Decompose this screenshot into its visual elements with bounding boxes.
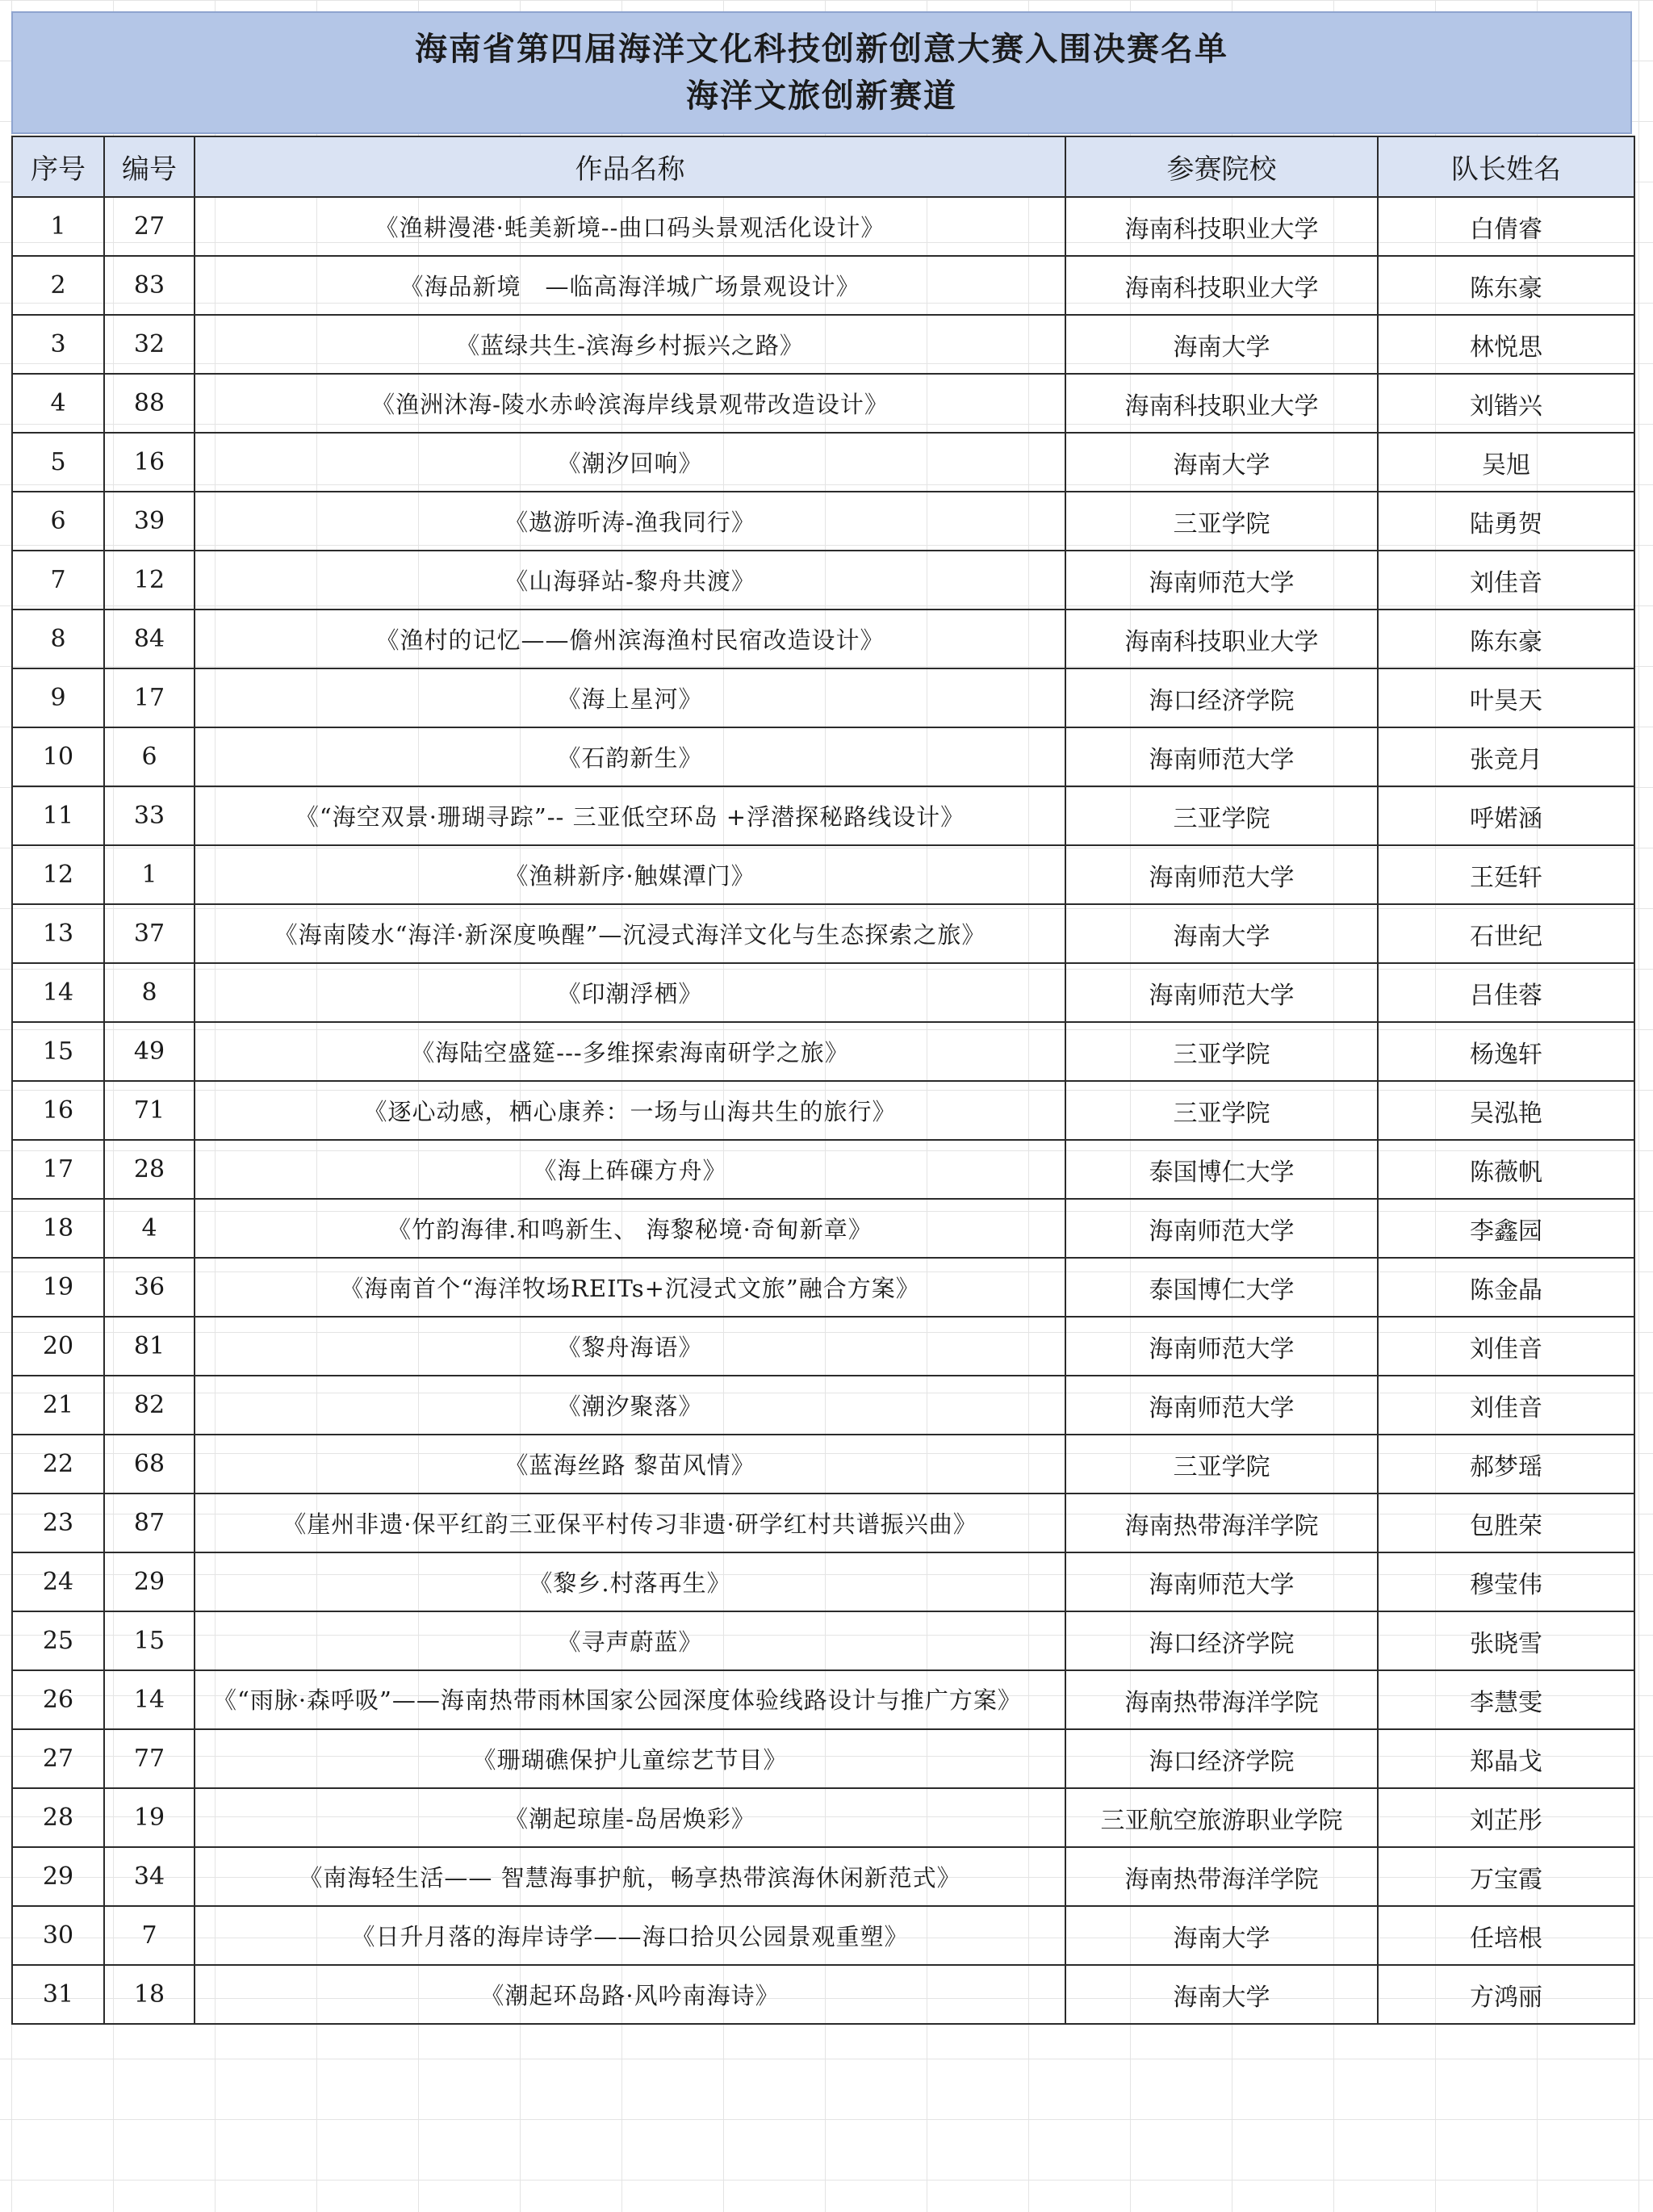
table-row (12, 1788, 1634, 1847)
row-school-cell: 海南科技职业大学 (1065, 256, 1378, 315)
row-leader-cell: 叶昊天 (1378, 668, 1634, 727)
row-school-cell: 海南热带海洋学院 (1065, 1494, 1378, 1552)
row-work-title-cell: 《渔耕漫港·蚝美新境--曲口码头景观活化设计》 (195, 197, 1065, 256)
table-row (12, 1729, 1634, 1788)
row-leader-cell: 张竞月 (1378, 727, 1634, 786)
row-work-title-cell: 《“海空双景·珊瑚寻踪”-- 三亚低空环岛 +浮潜探秘路线设计》 (195, 786, 1065, 845)
row-number-cell: 16 (104, 433, 195, 492)
row-leader-cell: 陈东豪 (1378, 256, 1634, 315)
row-number-cell: 49 (104, 1022, 195, 1081)
row-seq-cell: 9 (12, 668, 104, 727)
row-number-cell: 88 (104, 374, 195, 433)
row-school-cell: 三亚学院 (1065, 1435, 1378, 1494)
row-seq-cell: 22 (12, 1435, 104, 1494)
row-seq-cell: 1 (12, 197, 104, 256)
row-number-cell: 84 (104, 610, 195, 668)
row-leader-cell: 陈金晶 (1378, 1258, 1634, 1317)
table-row (12, 1022, 1634, 1081)
row-leader-cell: 郝梦瑶 (1378, 1435, 1634, 1494)
row-number-cell: 68 (104, 1435, 195, 1494)
row-work-title-cell: 《潮汐回响》 (195, 433, 1065, 492)
table-row (12, 963, 1634, 1022)
row-work-title-cell: 《潮起琼崖-岛居焕彩》 (195, 1788, 1065, 1847)
row-seq-cell: 18 (12, 1199, 104, 1258)
row-school-cell: 海南大学 (1065, 904, 1378, 963)
row-leader-cell: 张晓雪 (1378, 1611, 1634, 1670)
track-subtitle: 海洋文旅创新赛道 (686, 78, 957, 115)
row-seq-cell: 23 (12, 1494, 104, 1552)
row-seq-cell: 24 (12, 1552, 104, 1611)
row-work-title-cell: 《海南陵水“海洋·新深度唤醒”—沉浸式海洋文化与生态探索之旅》 (195, 904, 1065, 963)
row-number-cell: 29 (104, 1552, 195, 1611)
row-seq-cell: 29 (12, 1847, 104, 1906)
row-school-cell: 泰国博仁大学 (1065, 1140, 1378, 1199)
row-work-title-cell: 《黎舟海语》 (195, 1317, 1065, 1376)
table-row (12, 845, 1634, 904)
table-row (12, 1258, 1634, 1317)
row-seq-cell: 5 (12, 433, 104, 492)
row-number-cell: 34 (104, 1847, 195, 1906)
row-seq-cell: 12 (12, 845, 104, 904)
row-school-cell: 海口经济学院 (1065, 668, 1378, 727)
table-row (12, 1906, 1634, 1965)
row-number-cell: 87 (104, 1494, 195, 1552)
table-row (12, 1435, 1634, 1494)
row-number-cell: 14 (104, 1670, 195, 1729)
row-work-title-cell: 《南海轻生活—— 智慧海事护航，畅享热带滨海休闲新范式》 (195, 1847, 1065, 1906)
row-seq-cell: 10 (12, 727, 104, 786)
table-row (12, 668, 1634, 727)
row-work-title-cell: 《黎乡.村落再生》 (195, 1552, 1065, 1611)
table-row (12, 610, 1634, 668)
header-seq: 序号 (12, 136, 104, 197)
row-number-cell: 32 (104, 315, 195, 374)
row-seq-cell: 3 (12, 315, 104, 374)
row-leader-cell: 林悦思 (1378, 315, 1634, 374)
row-school-cell: 海南大学 (1065, 1965, 1378, 2024)
row-work-title-cell: 《印潮浮栖》 (195, 963, 1065, 1022)
table-row (12, 1670, 1634, 1729)
row-leader-cell: 刘佳音 (1378, 551, 1634, 610)
row-work-title-cell: 《海上砗磲方舟》 (195, 1140, 1065, 1199)
table-row (12, 433, 1634, 492)
table-row (12, 374, 1634, 433)
row-leader-cell: 陈薇帆 (1378, 1140, 1634, 1199)
row-seq-cell: 27 (12, 1729, 104, 1788)
row-school-cell: 海南科技职业大学 (1065, 374, 1378, 433)
row-school-cell: 海南大学 (1065, 433, 1378, 492)
row-work-title-cell: 《“雨脉·森呼吸”——海南热带雨林国家公园深度体验线路设计与推广方案》 (195, 1670, 1065, 1729)
row-work-title-cell: 《海南首个“海洋牧场REITs+沉浸式文旅”融合方案》 (195, 1258, 1065, 1317)
row-work-title-cell: 《山海驿站-黎舟共渡》 (195, 551, 1065, 610)
row-seq-cell: 2 (12, 256, 104, 315)
row-seq-cell: 7 (12, 551, 104, 610)
row-number-cell: 71 (104, 1081, 195, 1140)
header-work: 作品名称 (195, 136, 1065, 197)
row-number-cell: 19 (104, 1788, 195, 1847)
row-number-cell: 28 (104, 1140, 195, 1199)
row-school-cell: 海南科技职业大学 (1065, 197, 1378, 256)
row-leader-cell: 杨逸轩 (1378, 1022, 1634, 1081)
row-number-cell: 36 (104, 1258, 195, 1317)
row-work-title-cell: 《石韵新生》 (195, 727, 1065, 786)
row-number-cell: 81 (104, 1317, 195, 1376)
document-title: 海南省第四届海洋文化科技创新创意大赛入围决赛名单 (415, 31, 1228, 68)
row-work-title-cell: 《海品新境 —临高海洋城广场景观设计》 (195, 256, 1065, 315)
row-seq-cell: 19 (12, 1258, 104, 1317)
header-school: 参赛院校 (1065, 136, 1378, 197)
row-school-cell: 海南热带海洋学院 (1065, 1847, 1378, 1906)
table-body (12, 197, 1634, 2024)
table-row (12, 315, 1634, 374)
table-row (12, 256, 1634, 315)
row-seq-cell: 15 (12, 1022, 104, 1081)
table-row (12, 1494, 1634, 1552)
row-leader-cell: 呼婼涵 (1378, 786, 1634, 845)
row-leader-cell: 刘芷彤 (1378, 1788, 1634, 1847)
row-school-cell: 海南师范大学 (1065, 845, 1378, 904)
row-school-cell: 海南师范大学 (1065, 1552, 1378, 1611)
table-row (12, 1611, 1634, 1670)
row-school-cell: 海口经济学院 (1065, 1611, 1378, 1670)
row-number-cell: 8 (104, 963, 195, 1022)
row-seq-cell: 16 (12, 1081, 104, 1140)
title-banner (11, 11, 1632, 134)
row-seq-cell: 26 (12, 1670, 104, 1729)
row-seq-cell: 20 (12, 1317, 104, 1376)
row-leader-cell: 吕佳蓉 (1378, 963, 1634, 1022)
row-work-title-cell: 《蓝海丝路 黎苗风情》 (195, 1435, 1065, 1494)
row-leader-cell: 吴泓艳 (1378, 1081, 1634, 1140)
row-leader-cell: 刘锴兴 (1378, 374, 1634, 433)
row-number-cell: 15 (104, 1611, 195, 1670)
row-leader-cell: 白倩睿 (1378, 197, 1634, 256)
table-row (12, 1199, 1634, 1258)
row-seq-cell: 4 (12, 374, 104, 433)
row-school-cell: 海南热带海洋学院 (1065, 1670, 1378, 1729)
table-row (12, 904, 1634, 963)
row-seq-cell: 31 (12, 1965, 104, 2024)
row-work-title-cell: 《逐心动感，栖心康养：一场与山海共生的旅行》 (195, 1081, 1065, 1140)
table-row (12, 551, 1634, 610)
table-row (12, 1376, 1634, 1435)
row-work-title-cell: 《潮汐聚落》 (195, 1376, 1065, 1435)
row-seq-cell: 11 (12, 786, 104, 845)
table-row (12, 1140, 1634, 1199)
row-number-cell: 33 (104, 786, 195, 845)
row-school-cell: 海南大学 (1065, 315, 1378, 374)
table-row (12, 1847, 1634, 1906)
row-seq-cell: 13 (12, 904, 104, 963)
row-school-cell: 海南大学 (1065, 1906, 1378, 1965)
row-leader-cell: 陈东豪 (1378, 610, 1634, 668)
row-school-cell: 海南师范大学 (1065, 1376, 1378, 1435)
row-leader-cell: 李鑫园 (1378, 1199, 1634, 1258)
row-school-cell: 海南科技职业大学 (1065, 610, 1378, 668)
row-work-title-cell: 《潮起环岛路·风吟南海诗》 (195, 1965, 1065, 2024)
header-leader: 队长姓名 (1378, 136, 1634, 197)
row-seq-cell: 21 (12, 1376, 104, 1435)
row-number-cell: 17 (104, 668, 195, 727)
row-seq-cell: 30 (12, 1906, 104, 1965)
row-seq-cell: 6 (12, 492, 104, 551)
row-leader-cell: 陆勇贺 (1378, 492, 1634, 551)
table-row (12, 1552, 1634, 1611)
row-number-cell: 83 (104, 256, 195, 315)
table-row (12, 1317, 1634, 1376)
row-number-cell: 6 (104, 727, 195, 786)
row-seq-cell: 8 (12, 610, 104, 668)
row-school-cell: 海南师范大学 (1065, 551, 1378, 610)
row-number-cell: 82 (104, 1376, 195, 1435)
table-row (12, 786, 1634, 845)
row-number-cell: 12 (104, 551, 195, 610)
row-seq-cell: 25 (12, 1611, 104, 1670)
row-number-cell: 27 (104, 197, 195, 256)
row-seq-cell: 28 (12, 1788, 104, 1847)
table-row (12, 197, 1634, 256)
row-work-title-cell: 《海上星河》 (195, 668, 1065, 727)
row-school-cell: 泰国博仁大学 (1065, 1258, 1378, 1317)
row-school-cell: 三亚学院 (1065, 1081, 1378, 1140)
row-leader-cell: 郑晶戈 (1378, 1729, 1634, 1788)
row-school-cell: 海南师范大学 (1065, 727, 1378, 786)
row-number-cell: 7 (104, 1906, 195, 1965)
row-seq-cell: 17 (12, 1140, 104, 1199)
row-number-cell: 77 (104, 1729, 195, 1788)
table-row (12, 727, 1634, 786)
row-number-cell: 39 (104, 492, 195, 551)
row-leader-cell: 方鸿丽 (1378, 1965, 1634, 2024)
row-work-title-cell: 《遨游听涛-渔我同行》 (195, 492, 1065, 551)
row-work-title-cell: 《日升月落的海岸诗学——海口拾贝公园景观重塑》 (195, 1906, 1065, 1965)
row-work-title-cell: 《寻声蔚蓝》 (195, 1611, 1065, 1670)
row-school-cell: 海南师范大学 (1065, 963, 1378, 1022)
table-header-row (12, 136, 1634, 197)
finalist-table (11, 136, 1635, 2025)
row-school-cell: 海南师范大学 (1065, 1317, 1378, 1376)
row-number-cell: 37 (104, 904, 195, 963)
table-row (12, 1081, 1634, 1140)
table-row (12, 1965, 1634, 2024)
row-work-title-cell: 《渔村的记忆——儋州滨海渔村民宿改造设计》 (195, 610, 1065, 668)
row-number-cell: 4 (104, 1199, 195, 1258)
row-leader-cell: 刘佳音 (1378, 1317, 1634, 1376)
row-school-cell: 三亚学院 (1065, 1022, 1378, 1081)
row-number-cell: 18 (104, 1965, 195, 2024)
table-row (12, 492, 1634, 551)
row-leader-cell: 吴旭 (1378, 433, 1634, 492)
row-work-title-cell: 《渔耕新序·触媒潭门》 (195, 845, 1065, 904)
row-leader-cell: 任培根 (1378, 1906, 1634, 1965)
row-number-cell: 1 (104, 845, 195, 904)
row-work-title-cell: 《崖州非遗·保平红韵三亚保平村传习非遗·研学红村共谱振兴曲》 (195, 1494, 1065, 1552)
row-leader-cell: 石世纪 (1378, 904, 1634, 963)
row-leader-cell: 刘佳音 (1378, 1376, 1634, 1435)
row-school-cell: 三亚学院 (1065, 492, 1378, 551)
row-school-cell: 三亚学院 (1065, 786, 1378, 845)
row-leader-cell: 万宝霞 (1378, 1847, 1634, 1906)
row-work-title-cell: 《海陆空盛筵---多维探索海南研学之旅》 (195, 1022, 1065, 1081)
row-work-title-cell: 《蓝绿共生-滨海乡村振兴之路》 (195, 315, 1065, 374)
row-work-title-cell: 《珊瑚礁保护儿童综艺节目》 (195, 1729, 1065, 1788)
row-work-title-cell: 《竹韵海律.和鸣新生、 海黎秘境·奇甸新章》 (195, 1199, 1065, 1258)
header-num: 编号 (104, 136, 195, 197)
row-work-title-cell: 《渔洲沐海-陵水赤岭滨海岸线景观带改造设计》 (195, 374, 1065, 433)
row-seq-cell: 14 (12, 963, 104, 1022)
row-school-cell: 海口经济学院 (1065, 1729, 1378, 1788)
row-leader-cell: 包胜荣 (1378, 1494, 1634, 1552)
row-leader-cell: 李慧雯 (1378, 1670, 1634, 1729)
row-leader-cell: 穆莹伟 (1378, 1552, 1634, 1611)
row-school-cell: 三亚航空旅游职业学院 (1065, 1788, 1378, 1847)
row-leader-cell: 王廷轩 (1378, 845, 1634, 904)
row-school-cell: 海南师范大学 (1065, 1199, 1378, 1258)
